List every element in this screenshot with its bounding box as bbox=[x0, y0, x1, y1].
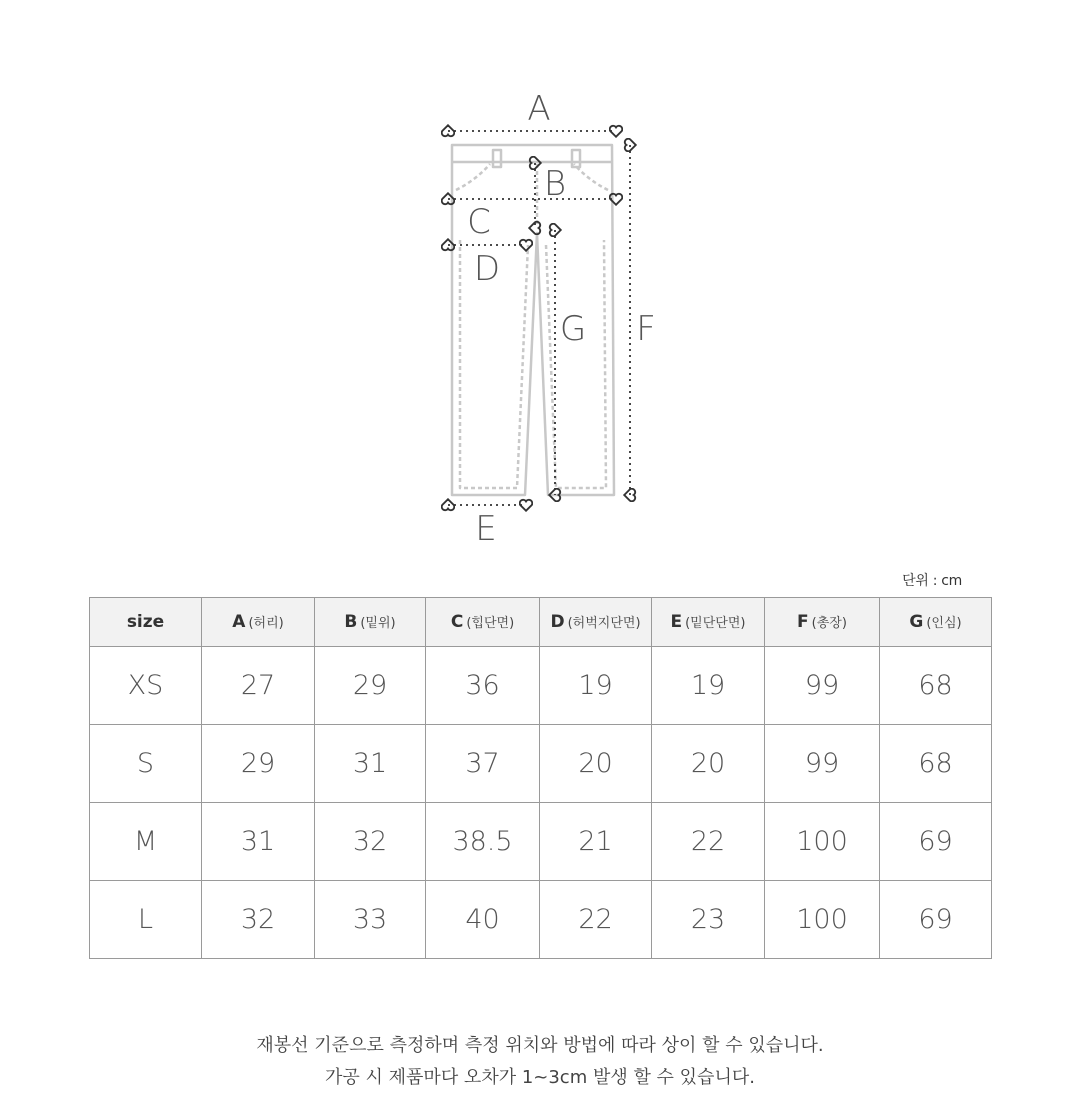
cell-A: 27 bbox=[202, 647, 315, 725]
cell-G: 68 bbox=[880, 725, 992, 803]
cell-D: 21 bbox=[540, 803, 652, 881]
cell-G: 69 bbox=[880, 881, 992, 959]
dim-label-D: D bbox=[473, 249, 501, 289]
header-E: E (밑단단면) bbox=[652, 598, 765, 647]
cell-C: 36 bbox=[426, 647, 540, 725]
pants-outline bbox=[452, 145, 614, 495]
dimension-lines bbox=[448, 131, 630, 505]
header-C: C (힙단면) bbox=[426, 598, 540, 647]
cell-size: L bbox=[90, 881, 202, 959]
cell-E: 19 bbox=[652, 647, 765, 725]
cell-D: 19 bbox=[540, 647, 652, 725]
table-row bbox=[90, 725, 992, 803]
header-F: F (총장) bbox=[765, 598, 880, 647]
dim-label-B: B bbox=[543, 164, 567, 204]
cell-F: 100 bbox=[765, 881, 880, 959]
cell-B: 32 bbox=[315, 803, 426, 881]
header-D: D (허벅지단면) bbox=[540, 598, 652, 647]
cell-B: 33 bbox=[315, 881, 426, 959]
cell-D: 20 bbox=[540, 725, 652, 803]
cell-D: 22 bbox=[540, 881, 652, 959]
header-A: A (허리) bbox=[202, 598, 315, 647]
dim-label-C: C bbox=[467, 202, 491, 242]
dim-label-G: G bbox=[559, 309, 587, 349]
cell-size: S bbox=[90, 725, 202, 803]
note-line: 가공 시 제품마다 오차가 1~3cm 발생 할 수 있습니다. bbox=[325, 1067, 755, 1088]
table-row bbox=[90, 881, 992, 959]
table-row bbox=[90, 803, 992, 881]
cell-G: 68 bbox=[880, 647, 992, 725]
size-chart-table bbox=[89, 597, 992, 959]
cell-F: 99 bbox=[765, 725, 880, 803]
table-row bbox=[90, 647, 992, 725]
dim-label-F: F bbox=[636, 309, 656, 349]
header-G: G (인심) bbox=[880, 598, 992, 647]
cell-A: 32 bbox=[202, 881, 315, 959]
cell-E: 22 bbox=[652, 803, 765, 881]
cell-E: 23 bbox=[652, 881, 765, 959]
cell-A: 29 bbox=[202, 725, 315, 803]
cell-G: 69 bbox=[880, 803, 992, 881]
measurement-notes bbox=[0, 1030, 1080, 1094]
cell-C: 37 bbox=[426, 725, 540, 803]
cell-B: 29 bbox=[315, 647, 426, 725]
cell-E: 20 bbox=[652, 725, 765, 803]
cell-C: 40 bbox=[426, 881, 540, 959]
dim-label-E: E bbox=[475, 509, 497, 549]
cell-C: 38.5 bbox=[426, 803, 540, 881]
note-line: 재봉선 기준으로 측정하며 측정 위치와 방법에 따라 상이 할 수 있습니다. bbox=[256, 1035, 824, 1056]
cell-F: 100 bbox=[765, 803, 880, 881]
cell-A: 31 bbox=[202, 803, 315, 881]
header-size: size bbox=[90, 598, 202, 647]
unit-label: 단위 : cm bbox=[902, 573, 962, 589]
cell-size: M bbox=[90, 803, 202, 881]
header-B: B (밑위) bbox=[315, 598, 426, 647]
cell-B: 31 bbox=[315, 725, 426, 803]
table-header-row bbox=[90, 598, 992, 647]
cell-size: XS bbox=[90, 647, 202, 725]
dim-label-A: A bbox=[527, 89, 551, 129]
cell-F: 99 bbox=[765, 647, 880, 725]
